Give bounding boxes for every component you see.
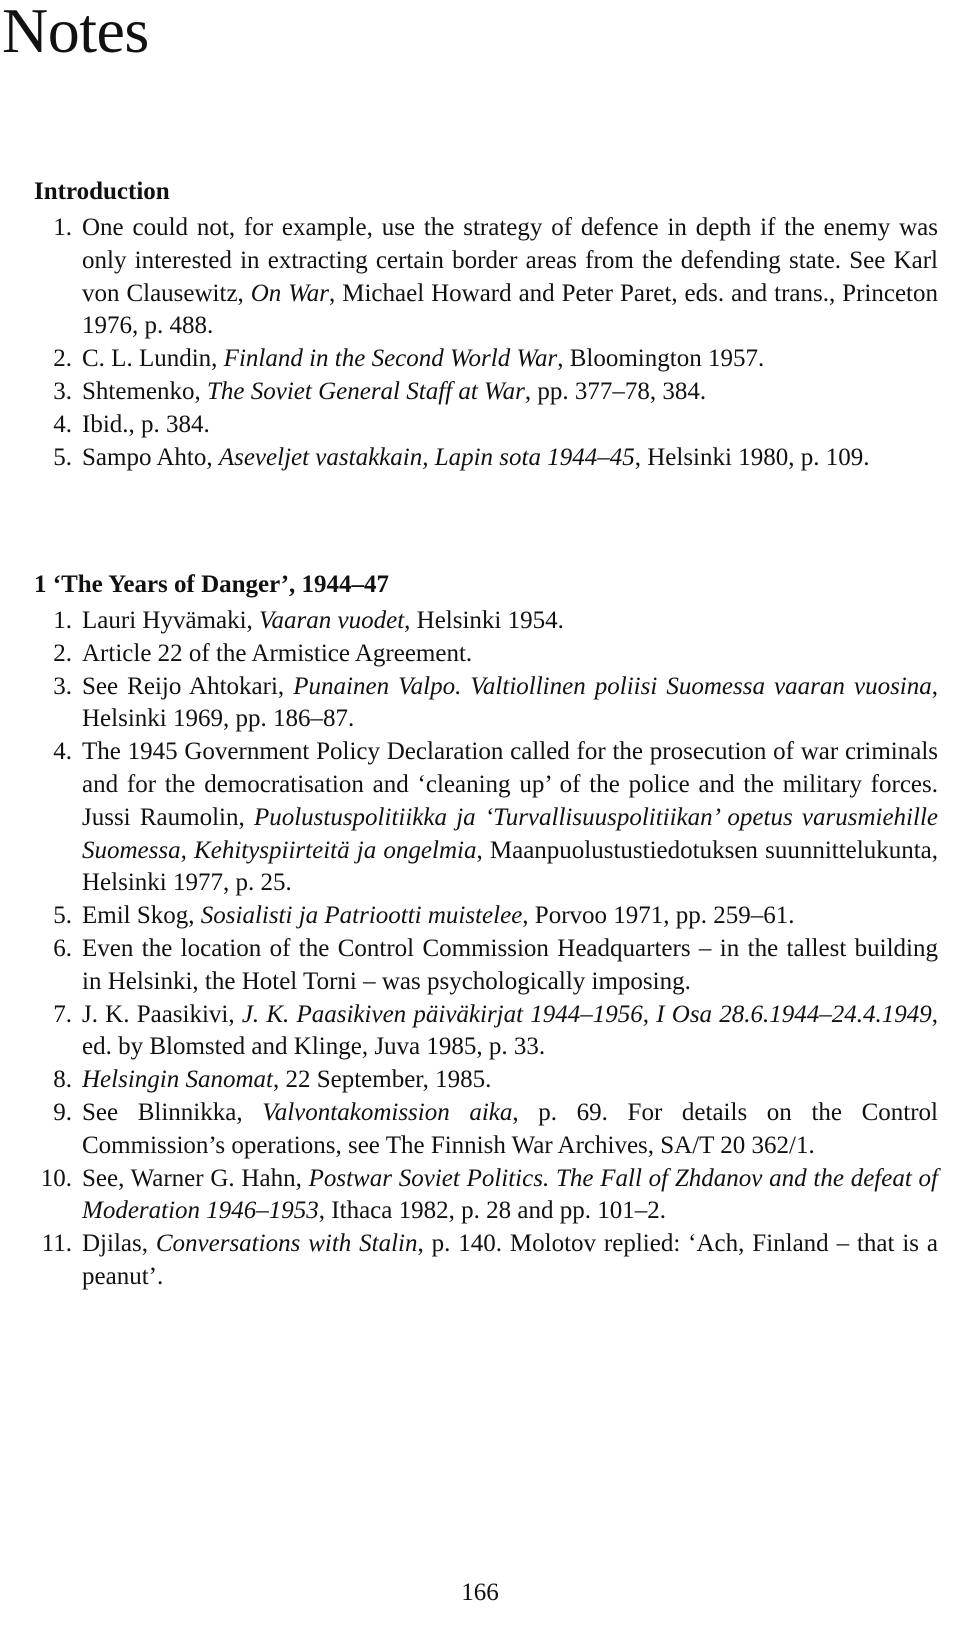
note-number: 1. [53, 214, 72, 241]
note-number: 10. [40, 1164, 72, 1192]
note-item [34, 1097, 938, 1163]
note-item [34, 1228, 938, 1294]
note-text [82, 900, 938, 933]
note-text [82, 1064, 938, 1097]
note-item [34, 409, 938, 442]
note-title-italic: Conversations with Stalin [155, 1230, 418, 1258]
note-text-segment: See Blinnikka, [82, 1098, 263, 1126]
note-item [34, 671, 938, 737]
note-text-segment: , Porvoo 1971, pp. 259–61. [522, 902, 795, 930]
note-text-segment: , Bloomington 1957. [557, 345, 765, 373]
note-text-segment: , p. 140. Molotov replied: ‘Ach, Finland – that is a peanut’. [82, 1230, 938, 1290]
note-text-segment: One could not, for example, use the strategy of defence in depth if the enemy was only interested in extracting certain border areas from the defending state. See Karl von Clausewitz, [82, 214, 938, 307]
note-text-segment: , Ithaca 1982, p. 28 and pp. 101–2. [318, 1197, 666, 1225]
note-text-segment: , Helsinki 1980, p. 109. [634, 443, 870, 471]
note-text [82, 605, 938, 638]
note-text-segment: Djilas, [82, 1230, 156, 1258]
note-text [82, 409, 938, 442]
note-number: 2. [53, 345, 72, 373]
note-title-italic: The Soviet General Staff at War [207, 377, 525, 405]
note-title-italic: On War [250, 279, 330, 307]
note-text-segment: See Reijo Ahtokari, [82, 672, 294, 700]
note-text-segment: , Maanpuolustustiedotuksen suunnittelukunta, Helsinki 1977, p. 25. [82, 836, 939, 897]
page-title: Notes [2, 0, 149, 66]
note-text-segment: Article 22 of the Armistice Agreement. [82, 639, 473, 667]
note-text [82, 1163, 938, 1229]
section-introduction [34, 176, 938, 474]
note-text [82, 343, 938, 376]
note-title-italic: Valvontakomission aika [262, 1098, 513, 1126]
section-years-of-danger [34, 569, 938, 1294]
note-title-italic: Vaaran vuodet [259, 607, 405, 634]
note-text-segment: See, Warner G. Hahn, [82, 1164, 309, 1192]
note-number: 7. [53, 1000, 72, 1028]
note-item [34, 933, 938, 999]
note-number: 5. [53, 443, 72, 471]
note-text-segment: , ed. by Blomsted and Klinge, Juva 1985, p. 33. [82, 1000, 938, 1061]
note-item [34, 212, 938, 343]
note-text [82, 1097, 938, 1163]
note-item [34, 999, 938, 1065]
note-text-segment: Sampo Ahto, [82, 443, 219, 471]
note-text-segment: , Michael Howard and Peter Paret, eds. and trans., Princeton 1976, p. 488. [82, 279, 938, 340]
note-item [34, 1163, 938, 1229]
note-text-segment: The 1945 Government Policy Declaration called for the prosecution of war criminals and for the democratisation and ‘cleaning up’ of the police and the military forces. Jussi Raumolin, [82, 738, 938, 831]
note-item [34, 376, 938, 409]
note-text-segment: , pp. 377–78, 384. [524, 377, 707, 405]
note-item [34, 605, 938, 638]
note-text-segment: , 22 September, 1985. [272, 1066, 492, 1094]
note-text [82, 933, 938, 999]
note-text-segment: , Helsinki 1969, pp. 186–87. [82, 672, 938, 733]
note-title-italic: Finland in the Second World War [223, 345, 558, 373]
note-number: 1. [53, 607, 72, 634]
note-text-segment: C. L. Lundin, [82, 345, 224, 373]
note-title-italic: J. K. Paasikiven päiväkirjat 1944–1956, I Osa 28.6.1944–24.4.1949 [241, 1000, 932, 1028]
note-title-italic: Puolustuspolitiikka ja ‘Turvallisuuspolitiikan’ opetus varusmiehille Suomessa, Kehityspiirteitä ja ongelmia [82, 803, 938, 864]
note-number: 8. [53, 1066, 72, 1094]
note-item [34, 736, 938, 900]
page-number: 166 [461, 1579, 499, 1606]
note-text [82, 638, 938, 671]
note-text [82, 999, 938, 1065]
note-text-segment: , p. 69. For details on the Control Commission’s operations, see The Finnish War Archives, SA/T 20 362/1. [82, 1098, 939, 1159]
note-number: 4. [53, 738, 72, 766]
section-title: 1 ‘The Years of Danger’, 1944–47 [34, 571, 390, 598]
note-number: 4. [53, 410, 72, 438]
note-title-italic: Punainen Valpo. Valtiollinen poliisi Suomessa vaaran vuosina [293, 672, 932, 700]
note-number: 3. [53, 672, 72, 700]
note-title-italic: Sosialisti ja Patriootti muistelee [200, 902, 523, 930]
note-item [34, 442, 938, 475]
note-number: 5. [53, 902, 72, 930]
note-text-segment: J. K. Paasikivi, [82, 1000, 242, 1028]
note-title-italic: Postwar Soviet Politics. The Fall of Zhdanov and the defeat of Moderation 1946–1953 [82, 1164, 938, 1225]
notes-list [34, 605, 938, 1294]
note-number: 6. [53, 934, 72, 962]
note-text [82, 212, 938, 343]
note-item [34, 900, 938, 933]
note-text-segment: Ibid., p. 384. [82, 410, 210, 438]
note-item [34, 638, 938, 671]
note-number: 3. [53, 377, 72, 405]
note-title-italic: Helsingin Sanomat [82, 1066, 273, 1094]
note-title-italic: Aseveljet vastakkain, Lapin sota 1944–45 [218, 443, 635, 471]
note-item [34, 343, 938, 376]
note-item [34, 1064, 938, 1097]
note-text [82, 442, 938, 475]
note-number: 2. [53, 639, 72, 667]
note-text [82, 671, 938, 737]
note-number: 11. [41, 1230, 72, 1258]
section-title: Introduction [34, 178, 170, 205]
note-text-segment: Even the location of the Control Commission Headquarters – in the tallest building in Helsinki, the Hotel Torni – was psychologically imposing. [82, 934, 938, 995]
note-text [82, 376, 938, 409]
note-text [82, 1228, 938, 1294]
note-number: 9. [53, 1098, 72, 1126]
note-text-segment: , Helsinki 1954. [404, 607, 564, 634]
notes-list [34, 212, 938, 474]
note-text-segment: Shtemenko, [82, 377, 207, 405]
note-text-segment: Emil Skog, [82, 902, 201, 930]
note-text [82, 736, 938, 900]
note-text-segment: Lauri Hyvämaki, [82, 607, 260, 634]
